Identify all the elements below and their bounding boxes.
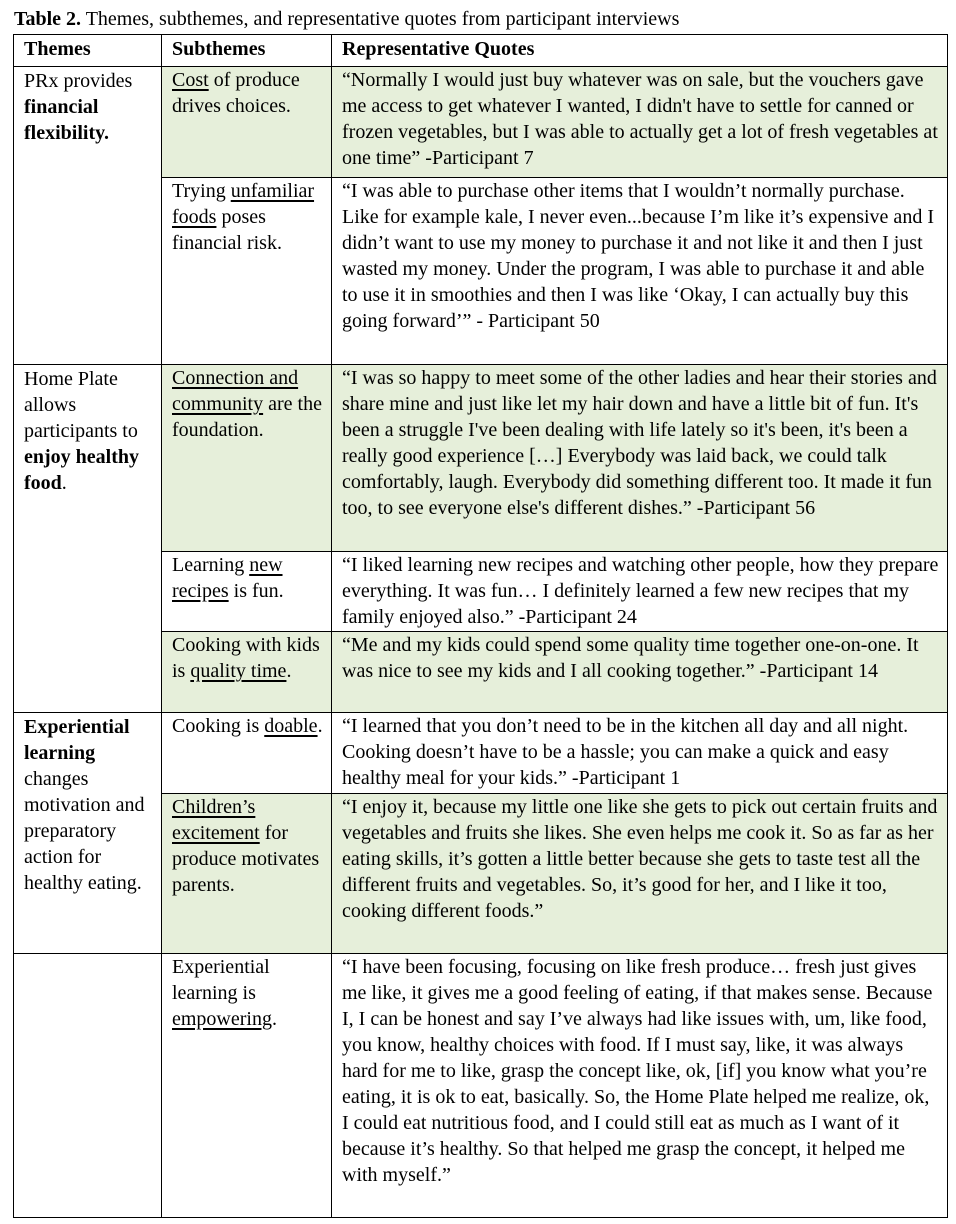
subtheme-cell <box>162 794 332 954</box>
quote-cell: “I learned that you don’t need to be in the kitchen all day and all night. Cooking doesn’t have to be a hassle; you can make a quick and easy healthy meal for your kids.” -Participant 1 <box>332 713 948 794</box>
subtheme-cell <box>162 713 332 794</box>
quote-cell: “I was able to purchase other items that I wouldn’t normally purchase. Like for example kale, I never even...because I’m like it’s expensive and I didn’t want to use my money to purchase it and not like it and then I just wasted my money. Under the program, I was able to purchase it and able to use it in smoothies and then I was like ‘Okay, I can actually buy this going forward’” - Participant 50 <box>332 178 948 365</box>
subtheme-cell <box>162 632 332 713</box>
text-run: poses financial risk. <box>172 206 282 254</box>
quote-cell: “Me and my kids could spend some quality time together one-on-one. It was nice to see my kids and I all cooking together.” -Participant 14 <box>332 632 948 713</box>
table-row <box>14 954 948 1218</box>
text-run: Learning <box>172 554 250 576</box>
text-run: Experiential learning is <box>172 956 270 1004</box>
table-row <box>14 67 948 178</box>
header-quotes: Representative Quotes <box>332 35 948 67</box>
table-row <box>14 632 948 713</box>
text-run: financial flexibility. <box>24 96 109 144</box>
text-run: Home Plate allows participants to <box>24 368 138 442</box>
subtheme-cell <box>162 552 332 632</box>
text-run: Connection and community <box>172 367 299 415</box>
theme-cell <box>14 632 162 713</box>
quote-cell: “I enjoy it, because my little one like she gets to pick out certain fruits and vegetables and fruits she likes. She even helps me cook it. So as far as her eating skills, it’s gotten a little better because she gets to taste test all the different fruits and vegetables. So, it’s good for her, and I like it too, cooking different foods.” <box>332 794 948 954</box>
subtheme-cell <box>162 178 332 365</box>
text-run: . <box>317 715 323 737</box>
themes-table <box>13 34 948 1218</box>
table-caption-label: Table 2. <box>14 8 82 30</box>
text-run: quality time <box>190 660 287 682</box>
subtheme-cell <box>162 365 332 552</box>
header-subthemes: Subthemes <box>162 35 332 67</box>
text-run: Children’s excitement <box>172 796 260 844</box>
quote-cell: “I liked learning new recipes and watching other people, how they prepare everything. It was fun… I definitely learned a few new recipes that my family enjoyed also.” -Participant 24 <box>332 552 948 632</box>
quote-cell: “I was so happy to meet some of the other ladies and hear their stories and share mine and just like let my hair down and have a little bit of fun. It's been a struggle I've been dealing with life lately so it's been, it's been a really good experience […] Everybody was laid back, we could talk comfortably, laugh. Everybody did something different too. It made it fun too, to see everyone else's different dishes.” -Participant 56 <box>332 365 948 552</box>
text-run: is fun. <box>228 580 284 602</box>
theme-cell <box>14 552 162 632</box>
table-row <box>14 552 948 632</box>
text-run: Cost <box>172 69 209 91</box>
text-run: . <box>61 472 67 494</box>
text-run: unfamiliar foods <box>172 180 315 228</box>
text-run: . <box>286 660 292 682</box>
text-run: empowering <box>172 1008 272 1030</box>
text-run: new recipes <box>172 554 283 602</box>
table-row <box>14 713 948 794</box>
subtheme-cell <box>162 954 332 1218</box>
theme-cell <box>14 178 162 365</box>
theme-cell <box>14 67 162 178</box>
quote-cell: “I have been focusing, focusing on like fresh produce… fresh just gives me like, it gives me a good feeling of eating, if that makes sense. Because I, I can be honest and say I’ve always had like issues with, um, like food, you know, healthy choices with food. If I must say, like, it was always hard for me to like, grasp the concept like, ok, [if] you know what you’re eating, it is ok to eat, basically. So, the Home Plate helped me realize, ok, I could eat nutritious food, and I could still eat as much as I want of it because it’s healthy. So that helped me grasp the concept, it helped me with myself.” <box>332 954 948 1218</box>
text-run: . <box>271 1008 277 1030</box>
text-run: doable <box>264 715 318 737</box>
theme-cell <box>14 365 162 552</box>
table-row <box>14 178 948 365</box>
table-row <box>14 365 948 552</box>
table-caption <box>14 6 679 32</box>
subtheme-cell <box>162 67 332 178</box>
text-run: Experiential learning <box>24 716 130 764</box>
text-run: for produce motivates parents. <box>172 822 320 896</box>
text-run: Cooking is <box>172 715 265 737</box>
table-header-row <box>14 35 948 67</box>
theme-cell <box>14 713 162 954</box>
theme-cell <box>14 954 162 1218</box>
text-run: changes motivation and preparatory action for healthy eating. <box>24 768 145 894</box>
quote-cell: “Normally I would just buy whatever was on sale, but the vouchers gave me access to get whatever I wanted, I didn't have to settle for canned or frozen vegetables, but I was able to actually get a lot of fresh vegetables at one time” -Participant 7 <box>332 67 948 178</box>
text-run: are the foundation. <box>172 393 322 441</box>
text-run: enjoy healthy food <box>24 446 139 494</box>
text-run: of produce drives choices. <box>172 69 300 117</box>
header-themes: Themes <box>14 35 162 67</box>
text-run: Trying <box>172 180 231 202</box>
text-run: PRx provides <box>24 70 133 92</box>
text-run: Cooking with kids is <box>172 634 320 682</box>
table-caption-text: Themes, subthemes, and representative quotes from participant interviews <box>81 8 680 30</box>
